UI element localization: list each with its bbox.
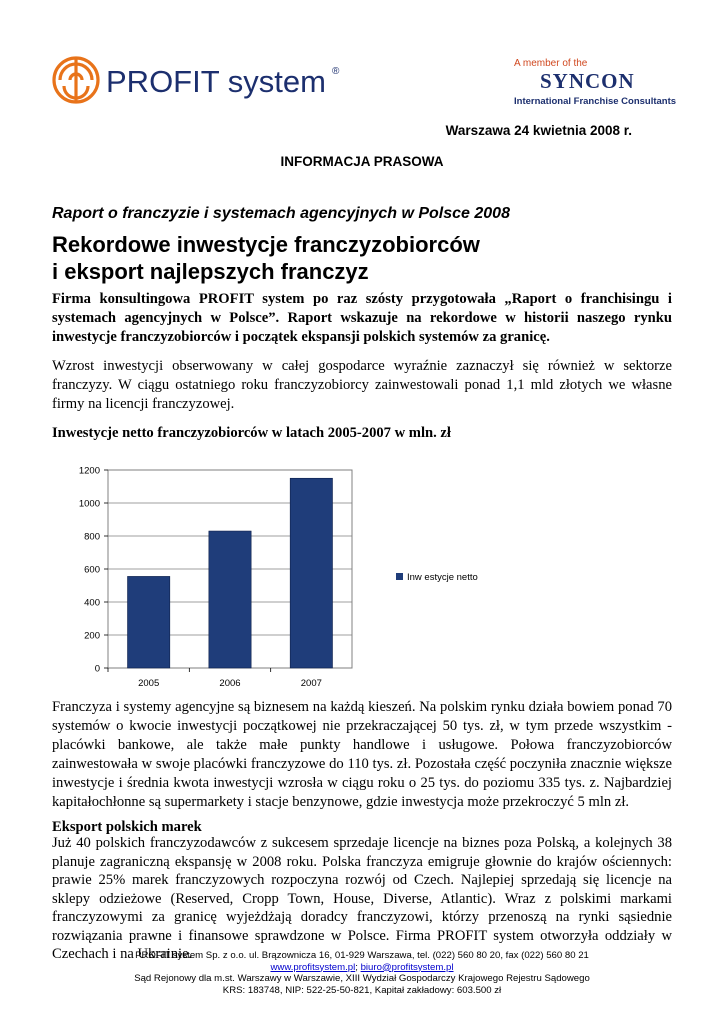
footer-links bbox=[0, 962, 724, 974]
section-title-export: Eksport polskich marek bbox=[52, 819, 202, 835]
x-tick-label: 2007 bbox=[300, 678, 322, 689]
footer bbox=[0, 950, 724, 996]
footer-separator: ; bbox=[355, 961, 361, 973]
paragraph-line: kapitałochłonne są supermarkety i stacje benzynowe, gdzie inwestycja może przekroczyć 5 mln zł. bbox=[52, 794, 630, 810]
paragraph-line: franczyzowymi za granicę wyjeżdżają doradcy franczyzowi, którzy przenoszą na rynki sąsiednie bbox=[52, 909, 672, 925]
press-release-title: INFORMACJA PRASOWA bbox=[280, 154, 444, 169]
footer-krs: KRS: 183748, NIP: 522-25-50-821, Kapitał zakładowy: 603.500 zł bbox=[222, 984, 502, 996]
y-tick-label: 1200 bbox=[78, 465, 100, 477]
report-subtitle: Raport o franczyzie i systemach agencyjnych w Polsce 2008 bbox=[52, 205, 510, 222]
paragraph-investment bbox=[52, 357, 672, 414]
paragraph-line: systemów o kwocie inwestycji początkowej nie przekraczającej 50 tys. zł, w tym przede wszystkim - bbox=[52, 718, 672, 734]
chart-svg bbox=[60, 460, 500, 695]
y-tick-label: 200 bbox=[84, 630, 100, 642]
syncon-subtitle: International Franchise Consultants bbox=[514, 96, 677, 107]
profit-system-logo bbox=[50, 50, 350, 110]
y-tick-label: 800 bbox=[84, 531, 100, 543]
paragraph-line: Franczyza i systemy agencyjne są biznesem na każdą kieszeń. Na polskim rynku działa bowiem ponad 70 bbox=[52, 699, 672, 715]
footer-court: Sąd Rejonowy dla m.st. Warszawy w Warszawie, XIII Wydział Gospodarczy Krajowego Rejestru Sądowego bbox=[134, 973, 590, 985]
chart-caption: Inwestycje netto franczyzobiorców w latach 2005-2007 w mln. zł bbox=[52, 425, 451, 441]
date-line: Warszawa 24 kwietnia 2008 r. bbox=[445, 123, 632, 138]
y-tick-label: 0 bbox=[94, 663, 100, 675]
y-tick-label: 600 bbox=[84, 564, 100, 576]
syncon-text: SYNCON bbox=[540, 69, 635, 93]
paragraph-line: franczyzy. W ciągu ostatniego roku franczyzobiorcy zainwestowali ponad 1,1 mld złotych we własne bbox=[52, 377, 672, 393]
investment-bar-chart bbox=[60, 460, 500, 695]
legend-label: Inw estycje netto bbox=[407, 572, 478, 583]
registered-mark: ® bbox=[332, 66, 340, 77]
paragraph-line: rozwiązania prawne i finansowe sprawdzone w Polsce. Firma PROFIT system otworzyła oddziały w bbox=[52, 927, 672, 944]
profit-logo-mark-icon bbox=[50, 50, 350, 110]
bar bbox=[128, 576, 170, 668]
x-tick-label: 2005 bbox=[138, 678, 160, 689]
lead-line: inwestycje franczyzobiorców i początek ekspansji polskich systemów za granicę. bbox=[52, 329, 550, 345]
headline bbox=[52, 231, 672, 285]
footer-address: PROFIT system Sp. z o.o. ul. Brązownicza 16, 01-929 Warszawa, tel. (022) 560 80 20, fax (022) 560 80 21 bbox=[135, 950, 589, 961]
paragraph-line: firmy na licencji franczyzowej. bbox=[52, 396, 235, 412]
legend-swatch bbox=[396, 573, 403, 580]
paragraph-export bbox=[52, 834, 672, 964]
y-tick-label: 400 bbox=[84, 597, 100, 609]
paragraph-line: Czechach i na Ukrainie. bbox=[52, 946, 193, 962]
paragraph-franchise-costs bbox=[52, 698, 672, 812]
lead-paragraph bbox=[52, 290, 672, 347]
paragraph-line: prawie 25% marek franczyzowych rozpoczyna rozwój od Czech. Najlepiej sprzedają się licencje na bbox=[52, 872, 672, 888]
member-text: A member of the bbox=[514, 58, 588, 69]
paragraph-line: Wzrost inwestycji obserwowany w całej gospodarce wyraźnie zaznaczył się również w sektorze bbox=[52, 358, 672, 374]
logo-text: PROFIT system bbox=[106, 64, 326, 99]
headline-line: i eksport najlepszych franczyz bbox=[52, 259, 369, 284]
paragraph-line: zainwestowała w swoje placówki franczyzowe do 110 tys. zł. Pozostała część poczyniła znacznie większe bbox=[52, 756, 672, 772]
paragraph-line: placówki bankowe, ale także małe punkty handlowe i usługowe. Połowa franczyzobiorców bbox=[52, 737, 672, 753]
x-tick-label: 2006 bbox=[219, 678, 241, 689]
y-tick-label: 1000 bbox=[78, 498, 100, 510]
headline-line: Rekordowe inwestycje franczyzobiorców bbox=[52, 232, 480, 257]
bar bbox=[290, 478, 332, 668]
website-link[interactable]: www.profitsystem.pl bbox=[270, 961, 356, 973]
bar bbox=[209, 531, 251, 668]
paragraph-line: inwestycje i średnia kwota inwestycji wzrosła w ciągu roku o 25 tys. do poziomu 335 tys. z. Najbardziej bbox=[52, 775, 672, 791]
paragraph-line: sklepy odzieżowe (Reserved, Cropp Town, House, Diverse, Atlantic). Wraz z polskimi markami bbox=[52, 890, 672, 907]
email-link[interactable]: biuro@profitsystem.pl bbox=[360, 961, 454, 973]
syncon-logo bbox=[510, 56, 680, 112]
lead-line: systemach agencyjnych w Polsce”. Raport wskazuje na rekordowe w historii naszego rynku bbox=[52, 310, 672, 326]
paragraph-line: Już 40 polskich franczyzodawców z sukcesem sprzedaje licencje na biznes poza Polską, a kolejnych 38 bbox=[52, 835, 672, 851]
lead-line: Firma konsultingowa PROFIT system po raz szósty przygotowała „Raport o franchisingu i bbox=[52, 291, 672, 307]
paragraph-line: planuje zagraniczną ekspansję w 2008 roku. Polska franczyza emigruje głownie do krajów ościennych: bbox=[52, 853, 672, 870]
